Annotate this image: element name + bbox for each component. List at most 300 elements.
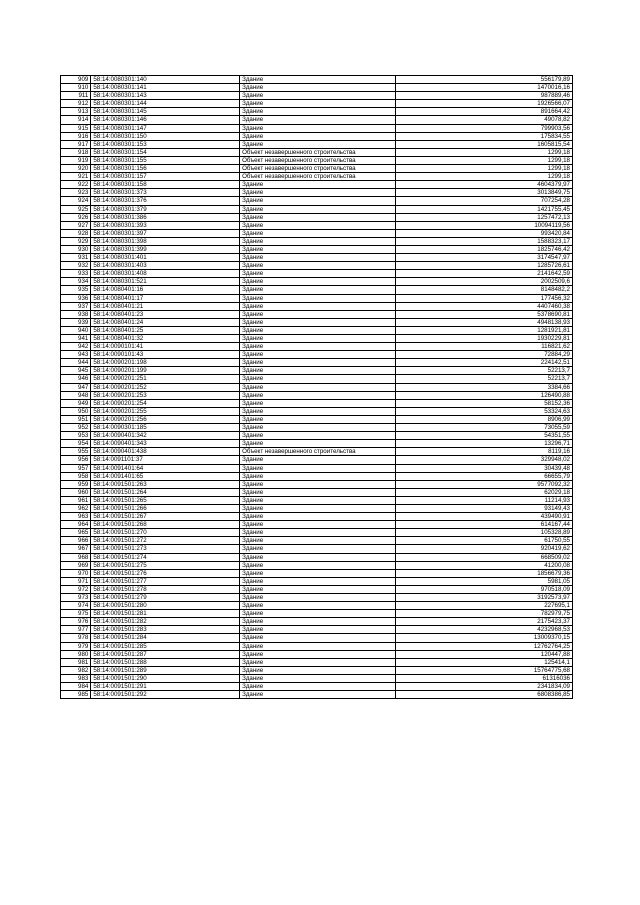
object-type: Здание [240, 318, 396, 326]
table-row [61, 626, 573, 634]
cadastral-value: 13009370,15 [395, 634, 572, 642]
cadastral-number: 58:14:0090201:256 [91, 415, 240, 423]
table-row [61, 513, 573, 521]
cadastral-number: 58:14:0080301:145 [91, 108, 240, 116]
cadastral-value: 54351,55 [395, 432, 572, 440]
cadastral-value: 707254,28 [395, 197, 572, 205]
cadastral-number: 58:14:0090201:253 [91, 391, 240, 399]
table-row [61, 602, 573, 610]
row-number: 925 [61, 205, 91, 213]
cadastral-number: 58:14:0091501:278 [91, 585, 240, 593]
table-row [61, 124, 573, 132]
cadastral-number: 58:14:0090201:199 [91, 367, 240, 375]
row-number: 930 [61, 245, 91, 253]
object-type: Здание [240, 472, 396, 480]
cadastral-number: 58:14:0091501:268 [91, 521, 240, 529]
cadastral-number: 58:14:0080301:373 [91, 189, 240, 197]
object-type: Здание [240, 480, 396, 488]
cadastral-value: 556179,89 [395, 76, 572, 84]
row-number: 985 [61, 691, 91, 699]
row-number: 944 [61, 359, 91, 367]
row-number: 937 [61, 302, 91, 310]
table-row [61, 286, 573, 294]
table-row [61, 294, 573, 302]
row-number: 962 [61, 504, 91, 512]
cadastral-number: 58:14:0091501:263 [91, 480, 240, 488]
object-type: Здание [240, 326, 396, 334]
object-type: Здание [240, 278, 396, 286]
row-number: 981 [61, 658, 91, 666]
object-type: Здание [240, 594, 396, 602]
cadastral-number: 58:14:0091501:284 [91, 634, 240, 642]
cadastral-number: 58:14:0090201:251 [91, 375, 240, 383]
cadastral-number: 58:14:0080401:16 [91, 286, 240, 294]
cadastral-value: 61316036 [395, 674, 572, 682]
row-number: 932 [61, 262, 91, 270]
row-number: 935 [61, 286, 91, 294]
table-row [61, 440, 573, 448]
row-number: 943 [61, 351, 91, 359]
cadastral-value: 6808386,85 [395, 691, 572, 699]
row-number: 928 [61, 229, 91, 237]
object-type: Здание [240, 610, 396, 618]
row-number: 921 [61, 173, 91, 181]
object-type: Здание [240, 569, 396, 577]
object-type: Здание [240, 407, 396, 415]
row-number: 926 [61, 213, 91, 221]
object-type: Здание [240, 504, 396, 512]
cadastral-value: 1605815,54 [395, 140, 572, 148]
row-number: 983 [61, 674, 91, 682]
object-type: Здание [240, 367, 396, 375]
row-number: 982 [61, 666, 91, 674]
row-number: 945 [61, 367, 91, 375]
table-row [61, 561, 573, 569]
cadastral-value: 987889,46 [395, 92, 572, 100]
table-row [61, 683, 573, 691]
object-type: Здание [240, 92, 396, 100]
object-type: Здание [240, 464, 396, 472]
cadastral-value: 125414,1 [395, 658, 572, 666]
object-type: Здание [240, 213, 396, 221]
object-type: Здание [240, 424, 396, 432]
object-type: Здание [240, 585, 396, 593]
row-number: 918 [61, 148, 91, 156]
cadastral-value: 2341834,09 [395, 683, 572, 691]
cadastral-value: 52213,7 [395, 375, 572, 383]
cadastral-value: 3192573,97 [395, 594, 572, 602]
row-number: 972 [61, 585, 91, 593]
cadastral-value: 3174547,97 [395, 254, 572, 262]
cadastral-value: 1281921,81 [395, 326, 572, 334]
object-type: Здание [240, 496, 396, 504]
cadastral-value: 58152,36 [395, 399, 572, 407]
object-type: Здание [240, 674, 396, 682]
object-type: Здание [240, 440, 396, 448]
cadastral-number: 58:14:0091501:274 [91, 553, 240, 561]
cadastral-number: 58:14:0080401:21 [91, 302, 240, 310]
cadastral-value: 3384,66 [395, 383, 572, 391]
table-row [61, 504, 573, 512]
object-type: Здание [240, 229, 396, 237]
cadastral-number: 58:14:0091501:288 [91, 658, 240, 666]
table-row [61, 343, 573, 351]
row-number: 939 [61, 318, 91, 326]
cadastral-value: 1926566,07 [395, 100, 572, 108]
cadastral-number: 58:14:0080401:23 [91, 310, 240, 318]
table-row [61, 634, 573, 642]
table-row [61, 254, 573, 262]
cadastral-number: 58:14:0091401:64 [91, 464, 240, 472]
table-row [61, 335, 573, 343]
cadastral-number: 58:14:0091501:273 [91, 545, 240, 553]
row-number: 938 [61, 310, 91, 318]
table-body [61, 76, 573, 699]
cadastral-number: 58:14:0080301:154 [91, 148, 240, 156]
cadastral-value: 8119,16 [395, 448, 572, 456]
cadastral-value: 1285726,61 [395, 262, 572, 270]
object-type: Здание [240, 626, 396, 634]
cadastral-value: 993420,84 [395, 229, 572, 237]
cadastral-value: 49078,82 [395, 116, 572, 124]
object-type: Здание [240, 181, 396, 189]
row-number: 974 [61, 602, 91, 610]
cadastral-number: 58:14:0080301:150 [91, 132, 240, 140]
table-row [61, 173, 573, 181]
table-row [61, 237, 573, 245]
table-row [61, 221, 573, 229]
object-type: Здание [240, 415, 396, 423]
cadastral-number: 58:14:0080301:157 [91, 173, 240, 181]
table-row [61, 529, 573, 537]
cadastral-number: 58:14:0080301:140 [91, 76, 240, 84]
object-type: Объект незавершенного строительства [240, 173, 396, 181]
cadastral-value: 93149,43 [395, 504, 572, 512]
cadastral-number: 58:14:0091501:285 [91, 642, 240, 650]
row-number: 917 [61, 140, 91, 148]
row-number: 968 [61, 553, 91, 561]
table-row [61, 245, 573, 253]
table-row [61, 674, 573, 682]
table-row [61, 545, 573, 553]
cadastral-value: 5981,05 [395, 577, 572, 585]
cadastral-value: 9577092,32 [395, 480, 572, 488]
object-type: Здание [240, 124, 396, 132]
cadastral-value: 30439,48 [395, 464, 572, 472]
table-row [61, 92, 573, 100]
row-number: 916 [61, 132, 91, 140]
object-type: Здание [240, 237, 396, 245]
table-row [61, 585, 573, 593]
row-number: 967 [61, 545, 91, 553]
cadastral-value: 10094119,56 [395, 221, 572, 229]
cadastral-value: 8148482,2 [395, 286, 572, 294]
table-row [61, 205, 573, 213]
table-row [61, 116, 573, 124]
cadastral-value: 177456,32 [395, 294, 572, 302]
cadastral-number: 58:14:0080301:144 [91, 100, 240, 108]
cadastral-value: 61750,55 [395, 537, 572, 545]
row-number: 915 [61, 124, 91, 132]
cadastral-value: 227695,1 [395, 602, 572, 610]
cadastral-number: 58:14:0091501:279 [91, 594, 240, 602]
table-row [61, 618, 573, 626]
cadastral-value: 126490,88 [395, 391, 572, 399]
row-number: 948 [61, 391, 91, 399]
cadastral-number: 58:14:0090201:255 [91, 407, 240, 415]
cadastral-value: 53324,63 [395, 407, 572, 415]
row-number: 922 [61, 181, 91, 189]
cadastral-value: 66655,79 [395, 472, 572, 480]
row-number: 970 [61, 569, 91, 577]
cadastral-number: 58:14:0091501:281 [91, 610, 240, 618]
object-type: Объект незавершенного строительства [240, 165, 396, 173]
table-row [61, 553, 573, 561]
cadastral-value: 120447,88 [395, 650, 572, 658]
cadastral-value: 1825746,42 [395, 245, 572, 253]
object-type: Здание [240, 221, 396, 229]
table-row [61, 610, 573, 618]
cadastral-value: 1299,18 [395, 156, 572, 164]
cadastral-number: 58:14:0091501:289 [91, 666, 240, 674]
object-type: Здание [240, 683, 396, 691]
table-row [61, 148, 573, 156]
object-type: Здание [240, 391, 396, 399]
cadastral-value: 439490,91 [395, 513, 572, 521]
row-number: 953 [61, 432, 91, 440]
row-number: 949 [61, 399, 91, 407]
table-row [61, 424, 573, 432]
object-type: Здание [240, 691, 396, 699]
row-number: 919 [61, 156, 91, 164]
object-type: Объект незавершенного строительства [240, 448, 396, 456]
cadastral-value: 1299,18 [395, 148, 572, 156]
object-type: Здание [240, 84, 396, 92]
object-type: Здание [240, 666, 396, 674]
table-row [61, 666, 573, 674]
cadastral-value: 5378690,81 [395, 310, 572, 318]
table-row [61, 302, 573, 310]
table-row [61, 391, 573, 399]
row-number: 955 [61, 448, 91, 456]
object-type: Здание [240, 335, 396, 343]
cadastral-number: 58:14:0091501:287 [91, 650, 240, 658]
row-number: 947 [61, 383, 91, 391]
row-number: 951 [61, 415, 91, 423]
cadastral-value-table [60, 75, 573, 699]
object-type: Здание [240, 310, 396, 318]
cadastral-value: 4407460,38 [395, 302, 572, 310]
table-row [61, 448, 573, 456]
cadastral-number: 58:14:0090401:343 [91, 440, 240, 448]
cadastral-value: 4232968,53 [395, 626, 572, 634]
row-number: 954 [61, 440, 91, 448]
cadastral-number: 58:14:0080301:398 [91, 237, 240, 245]
table-row [61, 310, 573, 318]
cadastral-value: 920419,62 [395, 545, 572, 553]
object-type: Здание [240, 302, 396, 310]
table-row [61, 456, 573, 464]
cadastral-number: 58:14:0090201:198 [91, 359, 240, 367]
cadastral-number: 58:14:0091501:280 [91, 602, 240, 610]
row-number: 942 [61, 343, 91, 351]
table-row [61, 407, 573, 415]
object-type: Здание [240, 262, 396, 270]
row-number: 959 [61, 480, 91, 488]
cadastral-value: 668509,02 [395, 553, 572, 561]
table-row [61, 318, 573, 326]
object-type: Здание [240, 432, 396, 440]
row-number: 963 [61, 513, 91, 521]
object-type: Здание [240, 100, 396, 108]
cadastral-value: 1930229,81 [395, 335, 572, 343]
cadastral-value: 105328,89 [395, 529, 572, 537]
row-number: 952 [61, 424, 91, 432]
object-type: Здание [240, 577, 396, 585]
object-type: Здание [240, 618, 396, 626]
object-type: Здание [240, 488, 396, 496]
object-type: Здание [240, 658, 396, 666]
object-type: Здание [240, 545, 396, 553]
cadastral-value: 2002509,6 [395, 278, 572, 286]
cadastral-number: 58:14:0080301:147 [91, 124, 240, 132]
cadastral-number: 58:14:0080301:155 [91, 156, 240, 164]
cadastral-number: 58:14:0091501:277 [91, 577, 240, 585]
table-row [61, 432, 573, 440]
row-number: 978 [61, 634, 91, 642]
row-number: 913 [61, 108, 91, 116]
table-row [61, 488, 573, 496]
cadastral-number: 58:14:0080401:24 [91, 318, 240, 326]
table-row [61, 140, 573, 148]
row-number: 958 [61, 472, 91, 480]
object-type: Здание [240, 456, 396, 464]
table-row [61, 84, 573, 92]
cadastral-number: 58:14:0080301:397 [91, 229, 240, 237]
cadastral-number: 58:14:0090401:342 [91, 432, 240, 440]
cadastral-number: 58:14:0091501:291 [91, 683, 240, 691]
row-number: 923 [61, 189, 91, 197]
object-type: Здание [240, 351, 396, 359]
cadastral-number: 58:14:0091401:65 [91, 472, 240, 480]
object-type: Здание [240, 205, 396, 213]
table-row [61, 367, 573, 375]
cadastral-value: 62029,18 [395, 488, 572, 496]
cadastral-number: 58:14:0080301:386 [91, 213, 240, 221]
object-type: Здание [240, 76, 396, 84]
table-row [61, 415, 573, 423]
cadastral-number: 58:14:0080401:32 [91, 335, 240, 343]
cadastral-number: 58:14:0080301:401 [91, 254, 240, 262]
row-number: 976 [61, 618, 91, 626]
row-number: 910 [61, 84, 91, 92]
cadastral-number: 58:14:0091501:292 [91, 691, 240, 699]
table-row [61, 213, 573, 221]
object-type: Здание [240, 642, 396, 650]
row-number: 912 [61, 100, 91, 108]
cadastral-number: 58:14:0080401:25 [91, 326, 240, 334]
object-type: Здание [240, 529, 396, 537]
cadastral-number: 58:14:0091501:267 [91, 513, 240, 521]
cadastral-number: 58:14:0080301:143 [91, 92, 240, 100]
table-row [61, 359, 573, 367]
table-row [61, 197, 573, 205]
cadastral-number: 58:14:0090101:43 [91, 351, 240, 359]
cadastral-number: 58:14:0090301:185 [91, 424, 240, 432]
cadastral-number: 58:14:0091501:275 [91, 561, 240, 569]
row-number: 933 [61, 270, 91, 278]
row-number: 911 [61, 92, 91, 100]
table-row [61, 472, 573, 480]
row-number: 979 [61, 642, 91, 650]
cadastral-number: 58:14:0080301:403 [91, 262, 240, 270]
row-number: 969 [61, 561, 91, 569]
cadastral-number: 58:14:0090201:252 [91, 383, 240, 391]
object-type: Здание [240, 359, 396, 367]
cadastral-number: 58:14:0091101:37 [91, 456, 240, 464]
cadastral-number: 58:14:0080301:146 [91, 116, 240, 124]
object-type: Здание [240, 343, 396, 351]
cadastral-value: 614167,44 [395, 521, 572, 529]
cadastral-value: 1421755,45 [395, 205, 572, 213]
cadastral-number: 58:14:0080301:376 [91, 197, 240, 205]
row-number: 940 [61, 326, 91, 334]
object-type: Здание [240, 513, 396, 521]
row-number: 973 [61, 594, 91, 602]
cadastral-value: 1299,18 [395, 165, 572, 173]
row-number: 929 [61, 237, 91, 245]
object-type: Здание [240, 132, 396, 140]
row-number: 924 [61, 197, 91, 205]
cadastral-value: 224142,51 [395, 359, 572, 367]
row-number: 941 [61, 335, 91, 343]
row-number: 950 [61, 407, 91, 415]
cadastral-number: 58:14:0091501:270 [91, 529, 240, 537]
row-number: 914 [61, 116, 91, 124]
cadastral-value: 11214,93 [395, 496, 572, 504]
cadastral-number: 58:14:0091501:283 [91, 626, 240, 634]
object-type: Здание [240, 108, 396, 116]
table-row [61, 594, 573, 602]
row-number: 946 [61, 375, 91, 383]
object-type: Здание [240, 245, 396, 253]
table-row [61, 375, 573, 383]
row-number: 920 [61, 165, 91, 173]
row-number: 966 [61, 537, 91, 545]
row-number: 957 [61, 464, 91, 472]
row-number: 984 [61, 683, 91, 691]
cadastral-value: 41200,08 [395, 561, 572, 569]
cadastral-value: 175834,55 [395, 132, 572, 140]
cadastral-value: 1257472,13 [395, 213, 572, 221]
cadastral-value: 1588323,17 [395, 237, 572, 245]
cadastral-value: 2141642,59 [395, 270, 572, 278]
table-row [61, 100, 573, 108]
row-number: 977 [61, 626, 91, 634]
cadastral-value: 4948138,93 [395, 318, 572, 326]
table-row [61, 658, 573, 666]
cadastral-number: 58:14:0080401:17 [91, 294, 240, 302]
object-type: Объект незавершенного строительства [240, 156, 396, 164]
object-type: Здание [240, 375, 396, 383]
cadastral-number: 58:14:0080301:408 [91, 270, 240, 278]
cadastral-value: 73055,59 [395, 424, 572, 432]
table-row [61, 165, 573, 173]
cadastral-number: 58:14:0080301:158 [91, 181, 240, 189]
cadastral-value: 13296,71 [395, 440, 572, 448]
row-number: 960 [61, 488, 91, 496]
cadastral-value: 1299,18 [395, 173, 572, 181]
